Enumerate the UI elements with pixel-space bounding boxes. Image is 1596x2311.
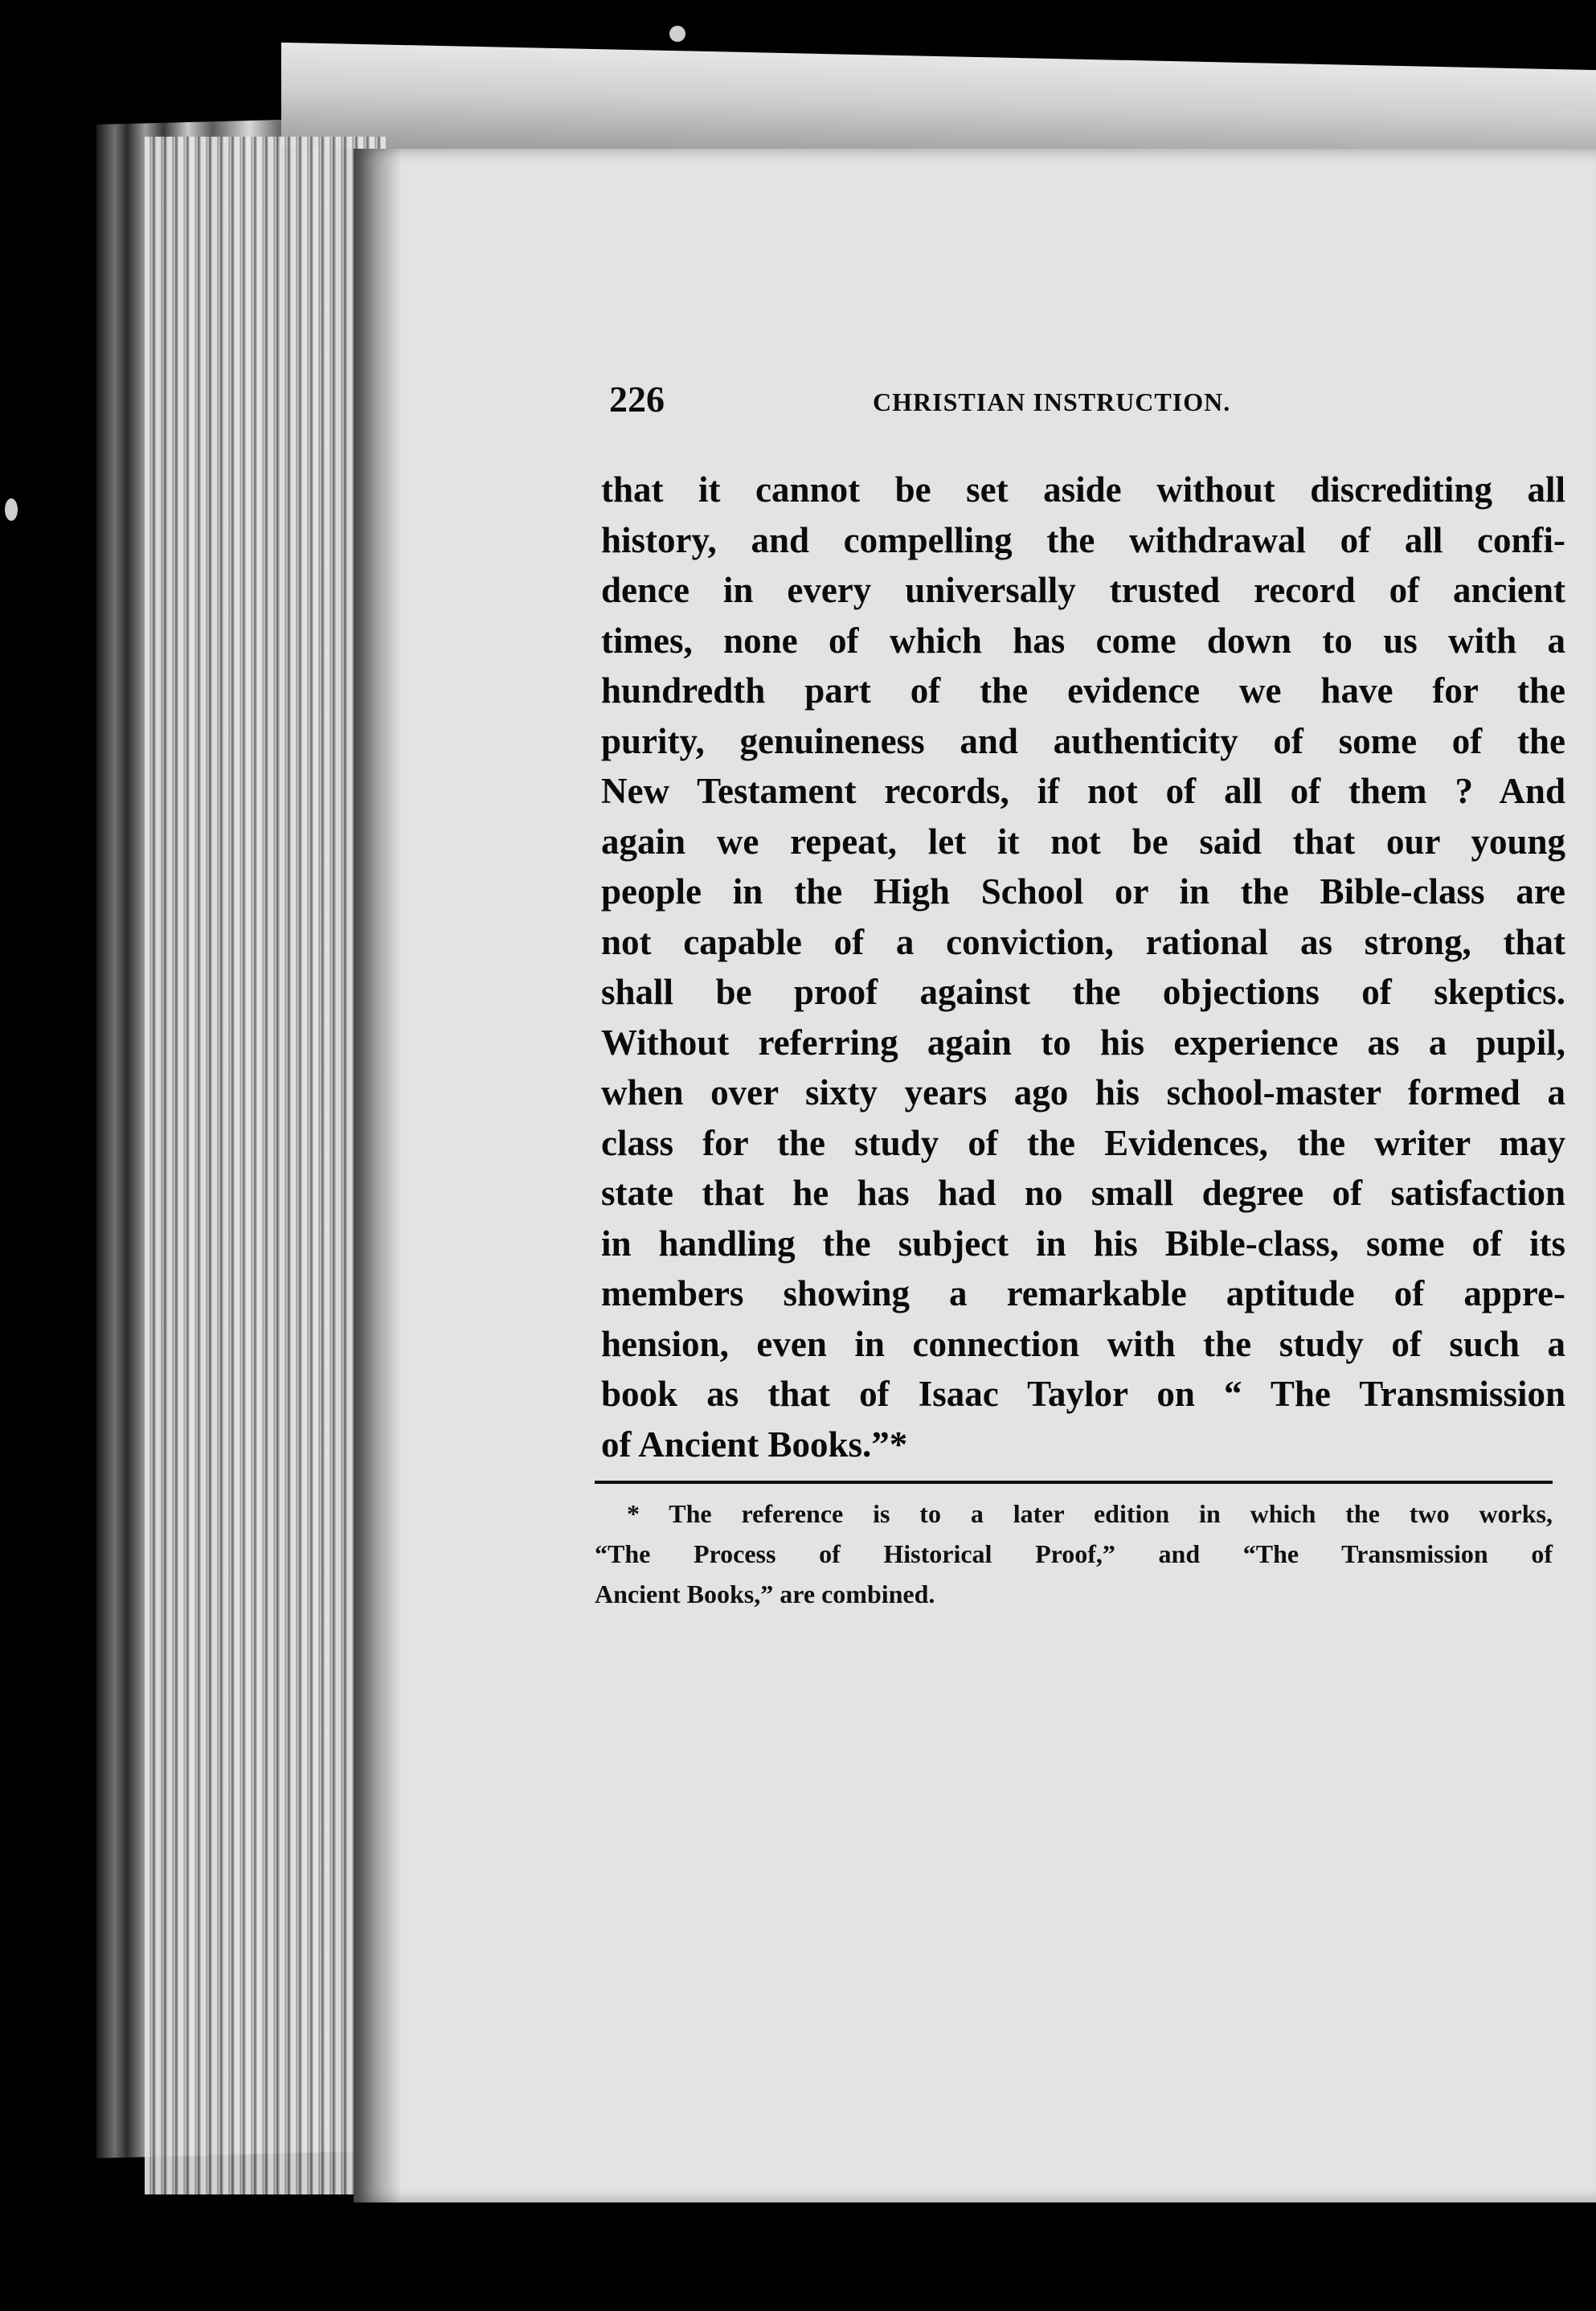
footnote-line: “The Process of Historical Proof,” and “The Transmission of <box>595 1539 1553 1568</box>
body-line: Without referring again to his experience as a pupil, <box>601 1022 1565 1063</box>
body-line: hension, even in connection with the study of such a <box>601 1323 1565 1364</box>
body-line: of Ancient Books.”* <box>601 1424 908 1465</box>
body-line: again we repeat, let it not be said that our young <box>601 821 1565 862</box>
footnote-line: * The reference is to a later edition in which the two works, <box>627 1499 1553 1528</box>
body-line: hundredth part of the evidence we have for the <box>601 670 1565 711</box>
body-line: class for the study of the Evidences, the writer may <box>601 1122 1565 1163</box>
body-line: people in the High School or in the Bible-class are <box>601 871 1565 912</box>
body-line: shall be proof against the objections of skeptics. <box>601 972 1565 1012</box>
body-line: state that he has had no small degree of satisfaction <box>601 1173 1565 1213</box>
body-line: book as that of Isaac Taylor on “ The Transmission <box>601 1374 1565 1414</box>
page-edges <box>145 137 386 2194</box>
body-line: that it cannot be set aside without discrediting all <box>601 469 1565 510</box>
footnote <box>595 1494 1553 1614</box>
body-line: not capable of a conviction, rational as strong, that <box>601 921 1565 962</box>
page-number: 226 <box>609 379 665 420</box>
dust-speck <box>669 26 685 42</box>
body-text <box>601 465 1565 1469</box>
body-line: purity, genuineness and authenticity of some of the <box>601 720 1565 761</box>
body-line: in handling the subject in his Bible-class, some of its <box>601 1223 1565 1264</box>
body-line: New Testament records, if not of all of them ? And <box>601 771 1565 811</box>
body-line: history, and compelling the withdrawal of all confi- <box>601 519 1565 560</box>
body-line: times, none of which has come down to us with a <box>601 620 1565 661</box>
body-line: when over sixty years ago his school-master formed a <box>601 1072 1565 1112</box>
footnote-rule <box>595 1481 1553 1484</box>
running-head: CHRISTIAN INSTRUCTION. <box>873 387 1231 416</box>
dust-speck <box>5 498 18 521</box>
body-line: dence in every universally trusted record of ancient <box>601 570 1565 610</box>
gutter-shadow <box>354 149 402 2202</box>
body-line: members showing a remarkable aptitude of appre- <box>601 1273 1565 1313</box>
footnote-line: Ancient Books,” are combined. <box>595 1580 935 1608</box>
page-header <box>609 378 1557 426</box>
